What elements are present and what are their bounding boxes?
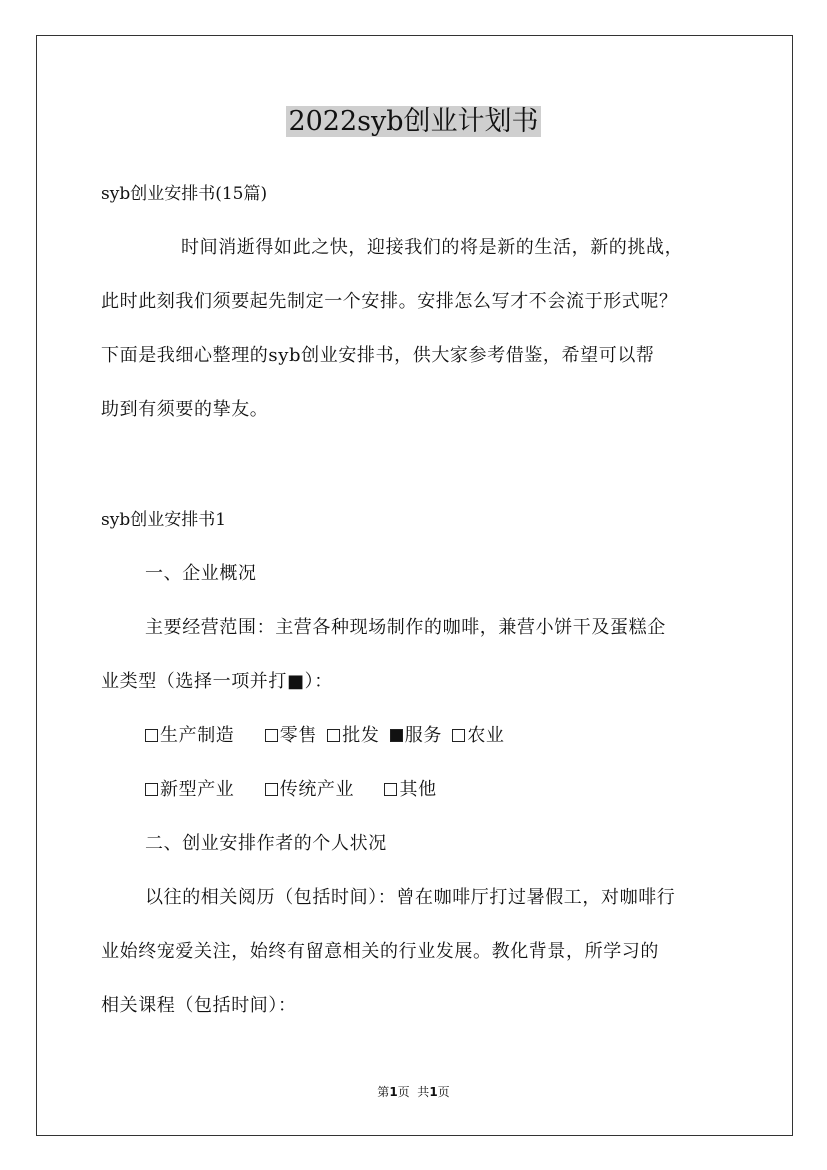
- options-row-1: [145, 723, 785, 749]
- intro-line-4: 助到有须要的挚友。: [101, 399, 269, 420]
- checkbox-icon: [265, 783, 278, 796]
- checkbox-icon: [265, 729, 278, 742]
- intro-line-3: 下面是我细心整理的syb创业安排书，供大家参考借鉴，希望可以帮: [101, 345, 655, 366]
- total-pages: 1: [429, 1085, 438, 1099]
- option-production[interactable]: 生产制造: [145, 725, 234, 746]
- option-retail[interactable]: 零售: [265, 725, 317, 746]
- experience-line-1: 以往的相关阅历（包括时间）：曾在咖啡厅打过暑假工，对咖啡行: [145, 887, 676, 908]
- option-new-industry[interactable]: 新型产业: [145, 779, 234, 800]
- document-title-text: 2022syb创业计划书: [288, 106, 539, 137]
- checkbox-icon: [384, 783, 397, 796]
- intro-line-1: 时间消逝得如此之快，迎接我们的将是新的生活，新的挑战，: [181, 237, 684, 258]
- checkbox-icon: [145, 729, 158, 742]
- checked-checkbox-icon: [390, 729, 403, 742]
- business-scope-line-1: 主要经营范围：主营各种现场制作的咖啡，兼营小饼干及蛋糕企: [145, 617, 666, 638]
- option-wholesale[interactable]: 批发: [327, 725, 379, 746]
- section-two-heading: 二、创业安排作者的个人状况: [145, 833, 387, 854]
- section-one-heading: 一、企业概况: [145, 563, 257, 584]
- option-agriculture[interactable]: 农业: [452, 725, 504, 746]
- option-other[interactable]: 其他: [384, 779, 436, 800]
- experience-line-2: 业始终宠爱关注，始终有留意相关的行业发展。教化背景，所学习的: [101, 941, 659, 962]
- checkbox-icon: [145, 783, 158, 796]
- section-title: syb创业安排书1: [101, 510, 227, 530]
- intro-line-2: 此时此刻我们须要起先制定一个安排。安排怎么写才不会流于形式呢？: [101, 291, 678, 312]
- checkbox-icon: [327, 729, 340, 742]
- option-service[interactable]: 服务: [390, 725, 442, 746]
- business-scope-line-2: 业类型（选择一项并打■）：: [101, 671, 333, 692]
- option-traditional-industry[interactable]: 传统产业: [265, 779, 354, 800]
- document-subtitle: syb创业安排书(15篇): [101, 184, 268, 204]
- document-title: [0, 102, 827, 142]
- checkbox-icon: [452, 729, 465, 742]
- experience-line-3: 相关课程（包括时间）：: [101, 995, 297, 1016]
- page-number: 1: [389, 1085, 398, 1099]
- options-row-2: [145, 777, 785, 803]
- page-footer: 第1页 共1页: [377, 1085, 450, 1099]
